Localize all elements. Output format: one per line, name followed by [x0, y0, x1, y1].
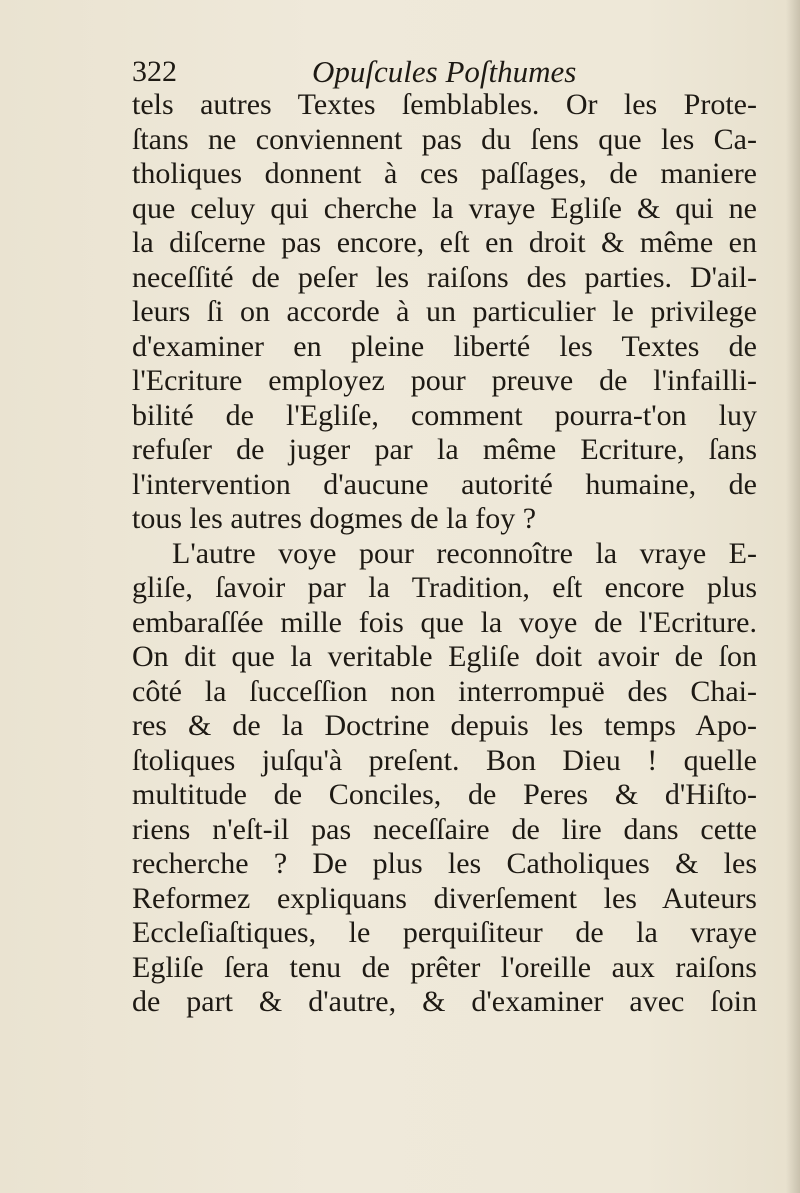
text-line: que celuy qui cherche la vraye Egliſe & qui ne [132, 191, 757, 225]
page-header [132, 52, 762, 92]
text-line: bilité de l'Egliſe, comment pourra-t'on luy [132, 398, 757, 432]
text-line: tels autres Textes ſemblables. Or les Prote- [132, 88, 757, 121]
body-text [132, 88, 757, 1020]
text-line: Reformez expliquans diverſement les Auteurs [132, 881, 757, 915]
page-edge-shadow [786, 0, 800, 1193]
text-line: tholiques donnent à ces paſſages, de maniere [132, 157, 757, 190]
text-line: ſtans ne conviennent pas du ſens que les Ca- [132, 122, 757, 156]
text-line: Eccleſiaſtiques, le perquiſiteur de la vraye [132, 916, 757, 949]
text-line: côté la ſucceſſion non interrompuë des Chai- [132, 674, 757, 708]
text-line: recherche ? De plus les Catholiques & les [132, 847, 757, 880]
text-line: la diſcerne pas encore, eſt en droit & même en [132, 226, 757, 259]
text-line: Egliſe ſera tenu de prêter l'oreille aux raiſons [132, 950, 757, 984]
text-line: gliſe, ſavoir par la Tradition, eſt encore plus [132, 571, 757, 604]
paragraph-end-line: tous les autres dogmes de la foy ? [132, 502, 537, 535]
text-line: res & de la Doctrine depuis les temps Apo- [132, 709, 757, 742]
text-line: On dit que la veritable Egliſe doit avoir de ſon [132, 640, 757, 673]
page-number: 322 [132, 55, 177, 88]
text-line: multitude de Conciles, de Peres & d'Hiſto- [132, 778, 757, 811]
text-line: ſtoliques juſqu'à preſent. Bon Dieu ! quelle [132, 743, 757, 777]
text-line: neceſſité de peſer les raiſons des parties. D'ail- [132, 260, 757, 294]
running-title: Opuſcules Poſthumes [312, 54, 577, 89]
text-line: d'examiner en pleine liberté les Textes de [132, 329, 757, 363]
text-line: l'intervention d'aucune autorité humaine, de [132, 467, 757, 501]
text-line: leurs ſi on accorde à un particulier le privilege [132, 295, 757, 328]
text-line: de part & d'autre, & d'examiner avec ſoin [132, 985, 757, 1018]
text-line: embaraſſée mille fois que la voye de l'Ecriture. [132, 605, 757, 639]
text-line: l'Ecriture employez pour preuve de l'infailli- [132, 364, 757, 397]
paragraph-first-line: L'autre voye pour reconnoître la vraye E- [172, 536, 757, 570]
text-line: riens n'eſt-il pas neceſſaire de lire dans cette [132, 812, 757, 846]
text-line: refuſer de juger par la même Ecriture, ſans [132, 433, 757, 466]
